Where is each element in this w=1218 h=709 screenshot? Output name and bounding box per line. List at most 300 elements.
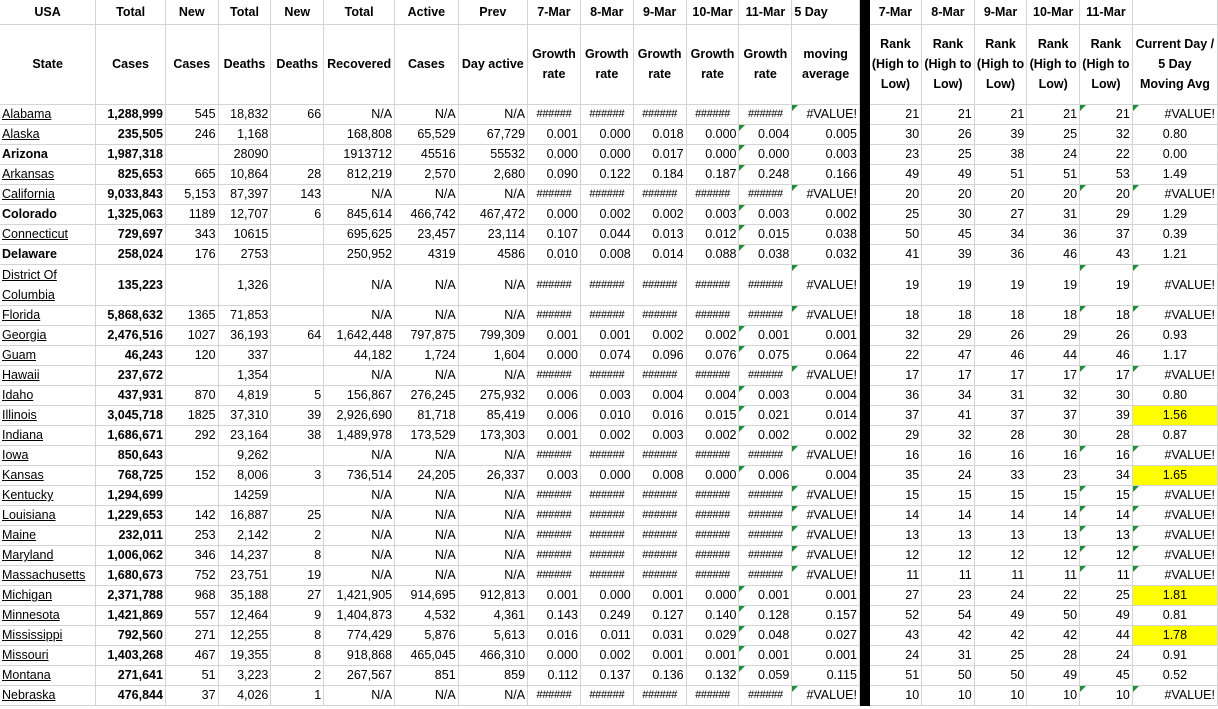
ratio-cell[interactable]: #VALUE!	[1132, 445, 1217, 465]
table-cell[interactable]: ######	[580, 184, 633, 204]
moving-average-cell[interactable]: #VALUE!	[792, 545, 860, 565]
table-cell[interactable]: ######	[633, 685, 686, 705]
table-cell[interactable]: 173,529	[395, 425, 459, 445]
table-cell[interactable]: 19	[974, 264, 1027, 305]
table-cell[interactable]: 11	[922, 565, 975, 585]
column-divider[interactable]	[859, 465, 869, 485]
table-cell[interactable]: 0.004	[686, 385, 739, 405]
table-cell[interactable]: 143	[271, 184, 324, 204]
state-link[interactable]: Georgia	[2, 328, 47, 342]
table-cell[interactable]: ######	[580, 685, 633, 705]
table-cell[interactable]: 32	[1027, 385, 1080, 405]
moving-average-cell[interactable]: 0.001	[792, 585, 860, 605]
moving-average-cell[interactable]: #VALUE!	[792, 505, 860, 525]
table-cell[interactable]: 0.000	[528, 204, 581, 224]
state-name-cell[interactable]	[0, 425, 96, 445]
table-cell[interactable]: 0.015	[686, 405, 739, 425]
table-cell[interactable]: 0.000	[580, 585, 633, 605]
table-cell[interactable]: 37	[1080, 224, 1133, 244]
table-cell[interactable]: 1,421,869	[96, 605, 166, 625]
table-cell[interactable]: 19	[922, 264, 975, 305]
table-cell[interactable]: N/A	[458, 264, 527, 305]
table-cell[interactable]: 2,680	[458, 164, 527, 184]
table-cell[interactable]: 235,505	[96, 124, 166, 144]
table-cell[interactable]: 18	[922, 305, 975, 325]
table-cell[interactable]: 168,808	[324, 124, 395, 144]
table-cell[interactable]	[165, 365, 218, 385]
table-cell[interactable]: 45	[1080, 665, 1133, 685]
table-cell[interactable]: 11	[1027, 565, 1080, 585]
table-cell[interactable]: ######	[686, 104, 739, 124]
table-cell[interactable]: N/A	[395, 305, 459, 325]
table-cell[interactable]: 14	[1027, 505, 1080, 525]
table-cell[interactable]: 8	[271, 645, 324, 665]
state-name-cell[interactable]	[0, 585, 96, 605]
table-cell[interactable]: 1,489,978	[324, 425, 395, 445]
table-cell[interactable]: 0.001	[528, 124, 581, 144]
moving-average-cell[interactable]: #VALUE!	[792, 264, 860, 305]
table-cell[interactable]: 0.002	[739, 425, 792, 445]
table-cell[interactable]: 0.016	[528, 625, 581, 645]
table-cell[interactable]: 258,024	[96, 244, 166, 264]
table-cell[interactable]: 1,354	[218, 365, 271, 385]
ratio-cell[interactable]: #VALUE!	[1132, 505, 1217, 525]
moving-average-cell[interactable]: 0.032	[792, 244, 860, 264]
table-cell[interactable]: 0.107	[528, 224, 581, 244]
table-cell[interactable]	[271, 124, 324, 144]
ratio-cell[interactable]: #VALUE!	[1132, 104, 1217, 124]
column-divider[interactable]	[859, 345, 869, 365]
ratio-cell[interactable]: 0.87	[1132, 425, 1217, 445]
table-cell[interactable]: 1,724	[395, 345, 459, 365]
table-cell[interactable]: 1,229,653	[96, 505, 166, 525]
table-cell[interactable]: N/A	[395, 365, 459, 385]
moving-average-cell[interactable]: 0.064	[792, 345, 860, 365]
header-cell[interactable]: New	[165, 0, 218, 24]
ratio-cell[interactable]: 0.93	[1132, 325, 1217, 345]
table-cell[interactable]: 0.017	[633, 144, 686, 164]
table-cell[interactable]: ######	[686, 305, 739, 325]
ratio-cell[interactable]: 1.81	[1132, 585, 1217, 605]
table-cell[interactable]: 30	[1027, 425, 1080, 445]
table-cell[interactable]: 25	[271, 505, 324, 525]
table-cell[interactable]: 25	[869, 204, 922, 224]
moving-average-cell[interactable]: 0.001	[792, 645, 860, 665]
state-link[interactable]: Mississippi	[2, 628, 63, 642]
table-cell[interactable]: 0.001	[633, 645, 686, 665]
table-cell[interactable]: 25	[1027, 124, 1080, 144]
state-link[interactable]: Florida	[2, 308, 41, 322]
table-cell[interactable]: 0.010	[528, 244, 581, 264]
table-cell[interactable]: 23,114	[458, 224, 527, 244]
column-divider[interactable]	[859, 124, 869, 144]
table-cell[interactable]: ######	[528, 545, 581, 565]
table-cell[interactable]: 17	[1080, 365, 1133, 385]
table-cell[interactable]: 1913712	[324, 144, 395, 164]
table-cell[interactable]: ######	[739, 104, 792, 124]
table-cell[interactable]: 825,653	[96, 164, 166, 184]
table-cell[interactable]: 8,006	[218, 465, 271, 485]
table-cell[interactable]: 4,361	[458, 605, 527, 625]
state-name-cell[interactable]	[0, 244, 96, 264]
moving-average-cell[interactable]: 0.014	[792, 405, 860, 425]
table-cell[interactable]: ######	[633, 525, 686, 545]
table-cell[interactable]: 41	[869, 244, 922, 264]
table-cell[interactable]: 29	[1027, 325, 1080, 345]
table-cell[interactable]: 812,219	[324, 164, 395, 184]
table-cell[interactable]: 0.014	[633, 244, 686, 264]
table-cell[interactable]: ######	[686, 184, 739, 204]
ratio-cell[interactable]: 0.91	[1132, 645, 1217, 665]
state-link[interactable]: Missouri	[2, 648, 49, 662]
ratio-cell[interactable]: 1.21	[1132, 244, 1217, 264]
table-cell[interactable]: 557	[165, 605, 218, 625]
state-link[interactable]: Kansas	[2, 468, 44, 482]
table-cell[interactable]: 1,686,671	[96, 425, 166, 445]
header-cell[interactable]: 8-Mar	[922, 0, 975, 24]
ratio-cell[interactable]: #VALUE!	[1132, 545, 1217, 565]
table-cell[interactable]: 0.000	[580, 465, 633, 485]
table-cell[interactable]	[165, 445, 218, 465]
table-cell[interactable]: N/A	[395, 525, 459, 545]
table-cell[interactable]: 49	[974, 605, 1027, 625]
table-cell[interactable]: 26	[922, 124, 975, 144]
table-cell[interactable]: 5,868,632	[96, 305, 166, 325]
table-cell[interactable]: 16	[922, 445, 975, 465]
table-cell[interactable]: 46	[974, 345, 1027, 365]
table-cell[interactable]: 465,045	[395, 645, 459, 665]
table-cell[interactable]: 24	[922, 465, 975, 485]
table-cell[interactable]: ######	[739, 264, 792, 305]
table-cell[interactable]: 14259	[218, 485, 271, 505]
state-link[interactable]: Iowa	[2, 448, 29, 462]
header-cell[interactable]: 8-Mar	[580, 0, 633, 24]
table-cell[interactable]: 0.001	[739, 585, 792, 605]
table-cell[interactable]: 0.000	[580, 144, 633, 164]
table-cell[interactable]: 4,819	[218, 385, 271, 405]
table-cell[interactable]: 0.059	[739, 665, 792, 685]
column-divider[interactable]	[859, 144, 869, 164]
table-cell[interactable]: 968	[165, 585, 218, 605]
table-cell[interactable]: 1,642,448	[324, 325, 395, 345]
table-cell[interactable]: 665	[165, 164, 218, 184]
table-cell[interactable]: 250,952	[324, 244, 395, 264]
header-cell[interactable]: Day active	[458, 24, 527, 104]
table-cell[interactable]: 30	[1080, 385, 1133, 405]
table-cell[interactable]: 14	[1080, 505, 1133, 525]
state-name-cell[interactable]	[0, 625, 96, 645]
state-link[interactable]: Louisiana	[2, 508, 56, 522]
table-cell[interactable]: 31	[1027, 204, 1080, 224]
table-cell[interactable]: ######	[633, 365, 686, 385]
state-name-cell[interactable]	[0, 465, 96, 485]
table-cell[interactable]: 36	[869, 385, 922, 405]
table-cell[interactable]: 0.122	[580, 164, 633, 184]
ratio-cell[interactable]: 0.00	[1132, 144, 1217, 164]
table-cell[interactable]: 42	[922, 625, 975, 645]
moving-average-cell[interactable]: #VALUE!	[792, 305, 860, 325]
table-cell[interactable]: N/A	[458, 365, 527, 385]
table-cell[interactable]: 50	[1027, 605, 1080, 625]
table-cell[interactable]: N/A	[395, 264, 459, 305]
table-cell[interactable]: 768,725	[96, 465, 166, 485]
table-cell[interactable]: N/A	[395, 104, 459, 124]
table-cell[interactable]: 0.140	[686, 605, 739, 625]
table-cell[interactable]: 0.002	[580, 425, 633, 445]
table-cell[interactable]: 25	[922, 144, 975, 164]
table-cell[interactable]: 30	[922, 204, 975, 224]
table-cell[interactable]: 43	[869, 625, 922, 645]
moving-average-cell[interactable]: #VALUE!	[792, 365, 860, 385]
table-cell[interactable]: 8	[271, 545, 324, 565]
table-cell[interactable]: 246	[165, 124, 218, 144]
table-cell[interactable]: N/A	[324, 264, 395, 305]
table-cell[interactable]: 0.249	[580, 605, 633, 625]
table-cell[interactable]: ######	[580, 104, 633, 124]
table-cell[interactable]: 33	[974, 465, 1027, 485]
table-cell[interactable]: ######	[739, 505, 792, 525]
table-cell[interactable]: 29	[922, 325, 975, 345]
ratio-cell[interactable]: 0.80	[1132, 124, 1217, 144]
state-link[interactable]: Alaska	[2, 127, 40, 141]
table-cell[interactable]: 12	[922, 545, 975, 565]
header-cell[interactable]: Growth rate	[580, 24, 633, 104]
table-cell[interactable]: N/A	[458, 104, 527, 124]
table-cell[interactable]: 23,164	[218, 425, 271, 445]
moving-average-cell[interactable]: 0.115	[792, 665, 860, 685]
column-divider[interactable]	[859, 645, 869, 665]
state-name-cell[interactable]	[0, 485, 96, 505]
table-cell[interactable]: 12,464	[218, 605, 271, 625]
table-cell[interactable]: 47	[922, 345, 975, 365]
state-name-cell[interactable]	[0, 164, 96, 184]
state-link[interactable]: Illinois	[2, 408, 37, 422]
table-cell[interactable]: 0.112	[528, 665, 581, 685]
ratio-cell[interactable]: 1.29	[1132, 204, 1217, 224]
header-cell[interactable]: State	[0, 24, 96, 104]
state-name-cell[interactable]	[0, 505, 96, 525]
header-cell[interactable]: 5 Day	[792, 0, 860, 24]
header-cell[interactable]: Rank (High to Low)	[922, 24, 975, 104]
header-cell[interactable]: Rank (High to Low)	[974, 24, 1027, 104]
table-cell[interactable]: 15	[974, 485, 1027, 505]
table-cell[interactable]: 31	[974, 385, 1027, 405]
table-cell[interactable]: 13	[1080, 525, 1133, 545]
table-cell[interactable]: ######	[580, 545, 633, 565]
table-cell[interactable]: N/A	[458, 305, 527, 325]
column-divider[interactable]	[859, 365, 869, 385]
header-cell[interactable]: Current Day / 5 Day Moving Avg	[1132, 24, 1217, 104]
table-cell[interactable]: ######	[739, 485, 792, 505]
table-cell[interactable]: 0.137	[580, 665, 633, 685]
table-cell[interactable]: 545	[165, 104, 218, 124]
table-cell[interactable]: 38	[271, 425, 324, 445]
table-cell[interactable]: 0.000	[528, 144, 581, 164]
table-cell[interactable]: 39	[271, 405, 324, 425]
state-name-cell[interactable]	[0, 385, 96, 405]
column-divider[interactable]	[859, 164, 869, 184]
table-cell[interactable]: 797,875	[395, 325, 459, 345]
table-cell[interactable]: 0.029	[686, 625, 739, 645]
table-cell[interactable]: 476,844	[96, 685, 166, 705]
table-cell[interactable]: 37	[1027, 405, 1080, 425]
table-cell[interactable]	[271, 345, 324, 365]
table-cell[interactable]: ######	[580, 264, 633, 305]
state-link[interactable]: Colorado	[2, 207, 57, 221]
ratio-cell[interactable]: 1.49	[1132, 164, 1217, 184]
table-cell[interactable]: 0.002	[686, 425, 739, 445]
table-cell[interactable]: 0.187	[686, 164, 739, 184]
table-cell[interactable]: 0.184	[633, 164, 686, 184]
table-cell[interactable]: N/A	[324, 184, 395, 204]
state-name-cell[interactable]	[0, 184, 96, 204]
table-cell[interactable]: 850,643	[96, 445, 166, 465]
ratio-cell[interactable]: 0.39	[1132, 224, 1217, 244]
table-cell[interactable]: 44,182	[324, 345, 395, 365]
table-cell[interactable]: 0.004	[633, 385, 686, 405]
table-cell[interactable]: 2,570	[395, 164, 459, 184]
table-cell[interactable]: 253	[165, 525, 218, 545]
table-cell[interactable]: 275,932	[458, 385, 527, 405]
state-link[interactable]: Maine	[2, 528, 37, 542]
table-cell[interactable]: ######	[686, 685, 739, 705]
table-cell[interactable]: ######	[686, 565, 739, 585]
table-cell[interactable]: ######	[739, 685, 792, 705]
table-cell[interactable]: 0.002	[686, 325, 739, 345]
table-cell[interactable]: 49	[1080, 605, 1133, 625]
table-cell[interactable]: 135,223	[96, 264, 166, 305]
table-cell[interactable]: 0.248	[739, 164, 792, 184]
table-cell[interactable]: 28090	[218, 144, 271, 164]
table-cell[interactable]: 15	[869, 485, 922, 505]
table-cell[interactable]: ######	[739, 545, 792, 565]
table-cell[interactable]: 0.000	[686, 144, 739, 164]
header-cell[interactable]	[1132, 0, 1217, 24]
table-cell[interactable]: 51	[165, 665, 218, 685]
table-cell[interactable]: 0.008	[633, 465, 686, 485]
table-cell[interactable]: 24	[974, 585, 1027, 605]
ratio-cell[interactable]: #VALUE!	[1132, 264, 1217, 305]
ratio-cell[interactable]: 1.78	[1132, 625, 1217, 645]
table-cell[interactable]: ######	[686, 264, 739, 305]
table-cell[interactable]: ######	[528, 445, 581, 465]
table-cell[interactable]: 2	[271, 525, 324, 545]
moving-average-cell[interactable]: #VALUE!	[792, 445, 860, 465]
state-link[interactable]: Minnesota	[2, 608, 60, 622]
table-cell[interactable]: N/A	[395, 545, 459, 565]
table-cell[interactable]: 120	[165, 345, 218, 365]
table-cell[interactable]: ######	[739, 525, 792, 545]
table-cell[interactable]: 736,514	[324, 465, 395, 485]
table-cell[interactable]: 27	[869, 585, 922, 605]
column-divider[interactable]	[859, 405, 869, 425]
header-cell[interactable]: 7-Mar	[528, 0, 581, 24]
table-cell[interactable]: ######	[739, 445, 792, 465]
table-cell[interactable]: 0.143	[528, 605, 581, 625]
table-cell[interactable]: 46,243	[96, 345, 166, 365]
state-name-cell[interactable]	[0, 224, 96, 244]
table-cell[interactable]: 27	[271, 585, 324, 605]
ratio-cell[interactable]: 1.65	[1132, 465, 1217, 485]
table-cell[interactable]: 34	[922, 385, 975, 405]
ratio-cell[interactable]: 0.80	[1132, 385, 1217, 405]
table-cell[interactable]: 142	[165, 505, 218, 525]
table-cell[interactable]: 0.088	[686, 244, 739, 264]
table-cell[interactable]: N/A	[458, 685, 527, 705]
table-cell[interactable]: 37	[869, 405, 922, 425]
table-cell[interactable]: 237,672	[96, 365, 166, 385]
table-cell[interactable]: 0.003	[739, 385, 792, 405]
header-cell[interactable]: New	[271, 0, 324, 24]
table-cell[interactable]: ######	[528, 264, 581, 305]
header-cell[interactable]: Total	[96, 0, 166, 24]
table-cell[interactable]: 0.127	[633, 605, 686, 625]
ratio-cell[interactable]: 1.17	[1132, 345, 1217, 365]
table-cell[interactable]: 0.000	[739, 144, 792, 164]
table-cell[interactable]: 0.001	[739, 645, 792, 665]
state-name-cell[interactable]	[0, 545, 96, 565]
table-cell[interactable]: 44	[1027, 345, 1080, 365]
table-cell[interactable]: 11	[974, 565, 1027, 585]
table-cell[interactable]: 71,853	[218, 305, 271, 325]
moving-average-cell[interactable]: #VALUE!	[792, 104, 860, 124]
table-cell[interactable]: 467,472	[458, 204, 527, 224]
table-cell[interactable]: N/A	[458, 545, 527, 565]
table-cell[interactable]: 28	[1027, 645, 1080, 665]
moving-average-cell[interactable]: 0.003	[792, 144, 860, 164]
state-name-cell[interactable]	[0, 264, 96, 305]
table-cell[interactable]: ######	[528, 565, 581, 585]
table-cell[interactable]: 1	[271, 685, 324, 705]
table-cell[interactable]: 10	[922, 685, 975, 705]
table-cell[interactable]: ######	[528, 104, 581, 124]
table-cell[interactable]: 870	[165, 385, 218, 405]
table-cell[interactable]: ######	[739, 184, 792, 204]
column-divider[interactable]	[859, 445, 869, 465]
table-cell[interactable]: 0.003	[580, 385, 633, 405]
header-cell[interactable]: USA	[0, 0, 96, 24]
table-cell[interactable]: 24	[1080, 645, 1133, 665]
table-cell[interactable]: 51	[974, 164, 1027, 184]
table-cell[interactable]: 1365	[165, 305, 218, 325]
header-cell[interactable]: Rank (High to Low)	[1080, 24, 1133, 104]
column-divider[interactable]	[859, 385, 869, 405]
table-cell[interactable]: 0.001	[686, 645, 739, 665]
column-divider[interactable]	[859, 505, 869, 525]
table-cell[interactable]: 1,404,873	[324, 605, 395, 625]
table-cell[interactable]: N/A	[324, 545, 395, 565]
table-cell[interactable]: ######	[633, 565, 686, 585]
column-divider[interactable]	[859, 224, 869, 244]
table-cell[interactable]: ######	[686, 505, 739, 525]
table-cell[interactable]: 5,153	[165, 184, 218, 204]
state-link[interactable]: Alabama	[2, 107, 52, 121]
header-cell[interactable]: Deaths	[218, 24, 271, 104]
table-cell[interactable]: 276,245	[395, 385, 459, 405]
table-cell[interactable]: 11	[1080, 565, 1133, 585]
table-cell[interactable]: 1189	[165, 204, 218, 224]
table-cell[interactable]: 232,011	[96, 525, 166, 545]
ratio-cell[interactable]: #VALUE!	[1132, 305, 1217, 325]
table-cell[interactable]: 0.008	[580, 244, 633, 264]
table-cell[interactable]: 23,457	[395, 224, 459, 244]
state-link[interactable]: Arizona	[2, 147, 48, 161]
table-cell[interactable]: 0.006	[528, 385, 581, 405]
table-cell[interactable]: 0.004	[739, 124, 792, 144]
table-cell[interactable]: 2	[271, 665, 324, 685]
header-cell[interactable]: Total	[324, 0, 395, 24]
moving-average-cell[interactable]: #VALUE!	[792, 685, 860, 705]
